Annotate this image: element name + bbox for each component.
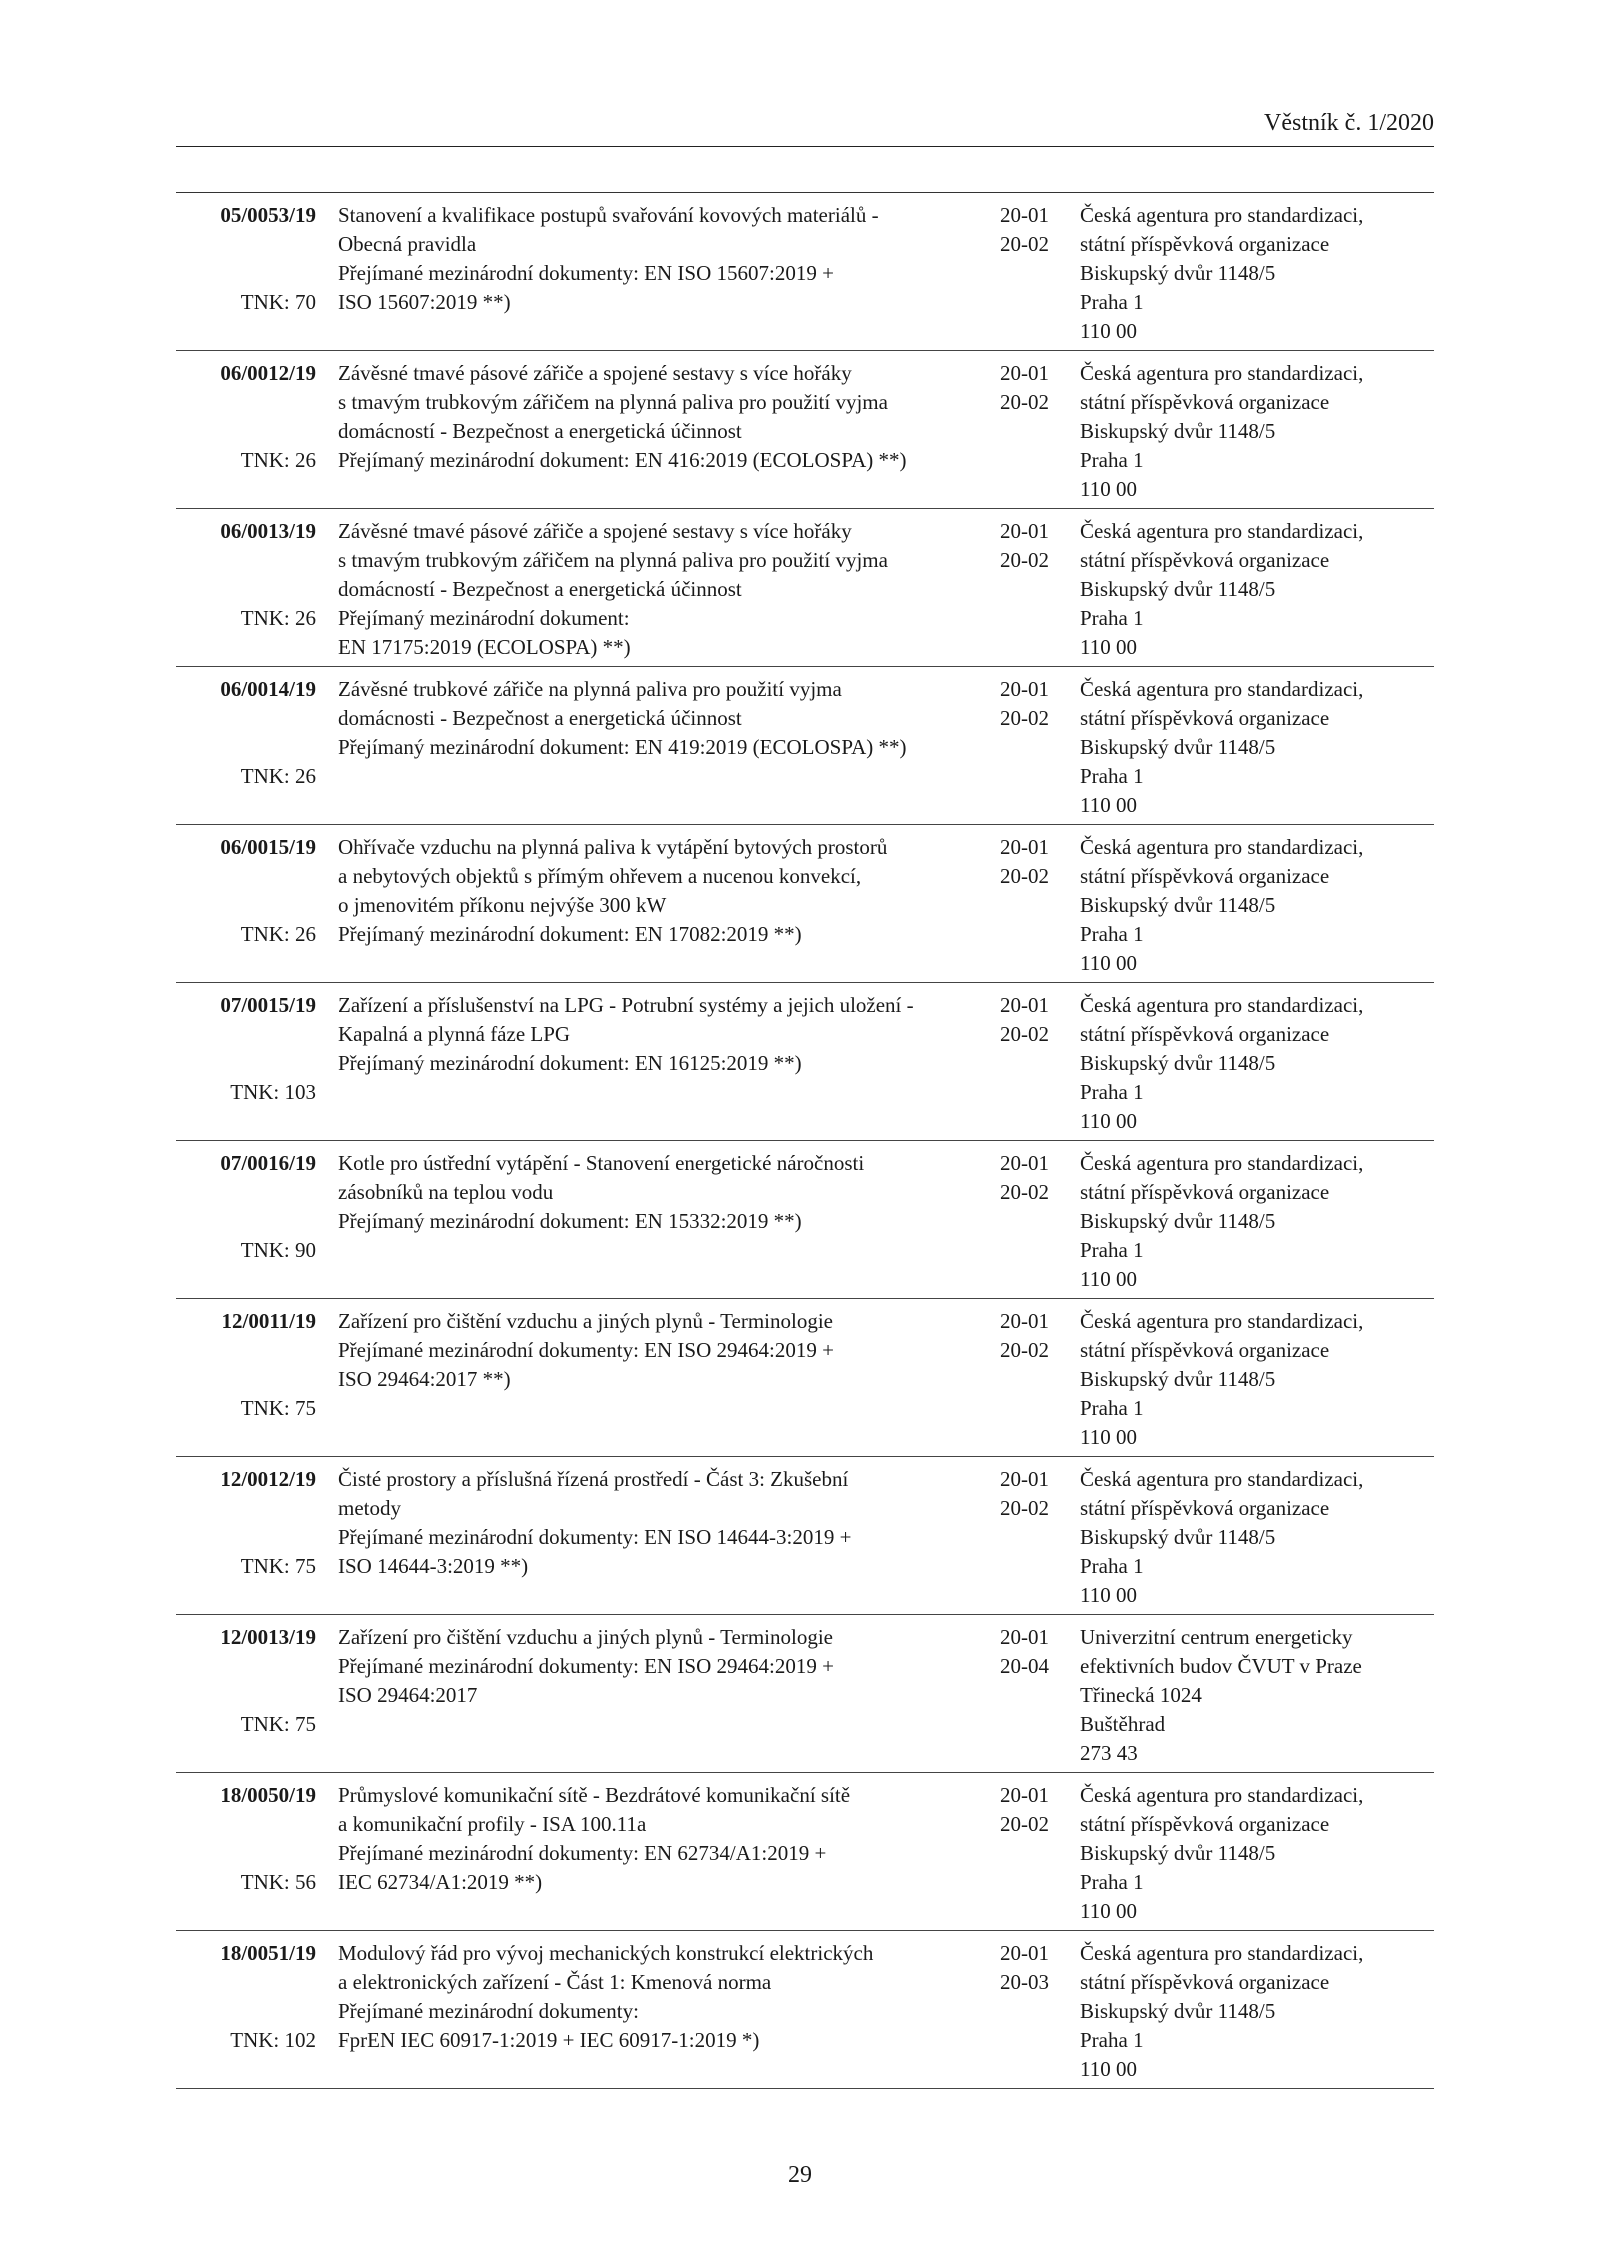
entry-classification: 20-01 xyxy=(1000,993,1049,1017)
table-row xyxy=(176,1615,1434,1773)
entry-title-line: FprEN IEC 60917-1:2019 + IEC 60917-1:2019 *) xyxy=(338,2028,760,2052)
entry-title-line: Přejímaný mezinárodní dokument: EN 17082:2019 **) xyxy=(338,922,802,946)
entry-organization-line: 110 00 xyxy=(1080,319,1137,343)
entry-organization-line: Česká agentura pro standardizaci, xyxy=(1080,361,1364,385)
entry-classification-cell xyxy=(986,833,1070,978)
entry-organization-line: 110 00 xyxy=(1080,1583,1137,1607)
entry-organization-line: Biskupský dvůr 1148/5 xyxy=(1080,419,1276,443)
entry-organization-line: Biskupský dvůr 1148/5 xyxy=(1080,1367,1276,1391)
entry-classification: 20-02 xyxy=(1000,548,1049,572)
entry-organization-line: Praha 1 xyxy=(1080,290,1144,314)
entry-organization-line: 110 00 xyxy=(1080,2057,1137,2081)
entry-tnk: TNK: 26 xyxy=(240,922,316,946)
entry-organization-line: Praha 1 xyxy=(1080,606,1144,630)
entry-code: 07/0016/19 xyxy=(220,1151,316,1175)
entry-title-cell xyxy=(316,517,986,662)
entry-classification-cell xyxy=(986,1939,1070,2084)
entry-title-line: Závěsné tmavé pásové zářiče a spojené sestavy s více hořáky xyxy=(338,361,852,385)
entry-organization-line: státní příspěvková organizace xyxy=(1080,1970,1330,1994)
entry-organization-line: státní příspěvková organizace xyxy=(1080,706,1330,730)
entry-organization-line: Česká agentura pro standardizaci, xyxy=(1080,1783,1364,1807)
entry-title-line: s tmavým trubkovým zářičem na plynná paliva pro použití vyjma xyxy=(338,548,888,572)
entry-classification-cell xyxy=(986,359,1070,504)
entry-organization-line: Česká agentura pro standardizaci, xyxy=(1080,203,1364,227)
entry-classification: 20-01 xyxy=(1000,203,1049,227)
entry-organization-line: státní příspěvková organizace xyxy=(1080,390,1330,414)
entry-title-line: Průmyslové komunikační sítě - Bezdrátové komunikační sítě xyxy=(338,1783,851,1807)
table-row xyxy=(176,351,1434,509)
entry-title-line: a elektronických zařízení - Část 1: Kmenová norma xyxy=(338,1970,772,1994)
entry-organization-cell xyxy=(1070,1149,1434,1294)
standards-table xyxy=(176,192,1434,2089)
entry-organization-line: Biskupský dvůr 1148/5 xyxy=(1080,1209,1276,1233)
entry-organization-line: státní příspěvková organizace xyxy=(1080,1180,1330,1204)
entry-tnk: TNK: 26 xyxy=(240,448,316,472)
entry-title-cell xyxy=(316,1781,986,1926)
entry-organization-line: státní příspěvková organizace xyxy=(1080,232,1330,256)
entry-title-line: Modulový řád pro vývoj mechanických konstrukcí elektrických xyxy=(338,1941,874,1965)
entry-organization-cell xyxy=(1070,1939,1434,2084)
entry-code: 12/0011/19 xyxy=(221,1309,316,1333)
entry-tnk: TNK: 75 xyxy=(240,1396,316,1420)
entry-code-cell xyxy=(176,1307,316,1452)
table-row xyxy=(176,983,1434,1141)
table-row xyxy=(176,193,1434,351)
entry-classification: 20-01 xyxy=(1000,519,1049,543)
entry-code: 06/0013/19 xyxy=(220,519,316,543)
entry-organization-line: Buštěhrad xyxy=(1080,1712,1166,1736)
table-row xyxy=(176,667,1434,825)
entry-tnk: TNK: 26 xyxy=(240,764,316,788)
entry-title-line: EN 17175:2019 (ECOLOSPA) **) xyxy=(338,635,631,659)
entry-title-line: Závěsné tmavé pásové zářiče a spojené sestavy s více hořáky xyxy=(338,519,852,543)
entry-organization-line: Biskupský dvůr 1148/5 xyxy=(1080,1525,1276,1549)
entry-organization-line: Česká agentura pro standardizaci, xyxy=(1080,993,1364,1017)
entry-classification: 20-02 xyxy=(1000,1180,1049,1204)
entry-organization-line: 110 00 xyxy=(1080,793,1137,817)
entry-organization-line: Česká agentura pro standardizaci, xyxy=(1080,1941,1364,1965)
entry-organization-line: Praha 1 xyxy=(1080,1080,1144,1104)
entry-title-line: ISO 14644-3:2019 **) xyxy=(338,1554,529,1578)
entry-title-line: Přejímané mezinárodní dokumenty: EN ISO 29464:2019 + xyxy=(338,1654,834,1678)
entry-organization-line: státní příspěvková organizace xyxy=(1080,1022,1330,1046)
entry-organization-line: 110 00 xyxy=(1080,477,1137,501)
entry-organization-line: státní příspěvková organizace xyxy=(1080,548,1330,572)
entry-code-cell xyxy=(176,359,316,504)
entry-title-line: Kotle pro ústřední vytápění - Stanovení energetické náročnosti xyxy=(338,1151,865,1175)
entry-title-cell xyxy=(316,201,986,346)
entry-title-cell xyxy=(316,675,986,820)
entry-code-cell xyxy=(176,991,316,1136)
entry-title-cell xyxy=(316,833,986,978)
entry-code-cell xyxy=(176,1623,316,1768)
entry-title-line: Kapalná a plynná fáze LPG xyxy=(338,1022,571,1046)
entry-tnk: TNK: 90 xyxy=(240,1238,316,1262)
entry-classification: 20-03 xyxy=(1000,1970,1049,1994)
entry-organization-line: Třinecká 1024 xyxy=(1080,1683,1202,1707)
entry-title-cell xyxy=(316,1465,986,1610)
table-row xyxy=(176,825,1434,983)
entry-title-line: Přejímané mezinárodní dokumenty: EN ISO 29464:2019 + xyxy=(338,1338,834,1362)
entry-title-line: s tmavým trubkovým zářičem na plynná paliva pro použití vyjma xyxy=(338,390,888,414)
entry-organization-line: Praha 1 xyxy=(1080,764,1144,788)
entry-organization-line: 273 43 xyxy=(1080,1741,1138,1765)
entry-title-line: ISO 29464:2017 xyxy=(338,1683,478,1707)
entry-classification: 20-01 xyxy=(1000,1467,1049,1491)
entry-code: 06/0012/19 xyxy=(220,361,316,385)
entry-code: 12/0013/19 xyxy=(220,1625,316,1649)
entry-title-line: metody xyxy=(338,1496,401,1520)
entry-tnk: TNK: 26 xyxy=(240,606,316,630)
entry-title-cell xyxy=(316,1149,986,1294)
entry-title-line: o jmenovitém příkonu nejvýše 300 kW xyxy=(338,893,667,917)
entry-classification: 20-01 xyxy=(1000,835,1049,859)
entry-organization-line: Česká agentura pro standardizaci, xyxy=(1080,677,1364,701)
table-row xyxy=(176,509,1434,667)
entry-classification: 20-02 xyxy=(1000,706,1049,730)
entry-organization-cell xyxy=(1070,1465,1434,1610)
entry-classification-cell xyxy=(986,991,1070,1136)
entry-code-cell xyxy=(176,1149,316,1294)
entry-organization-cell xyxy=(1070,1623,1434,1768)
entry-organization-cell xyxy=(1070,359,1434,504)
entry-classification-cell xyxy=(986,1623,1070,1768)
entry-organization-cell xyxy=(1070,675,1434,820)
entry-code: 18/0050/19 xyxy=(220,1783,316,1807)
entry-organization-line: Česká agentura pro standardizaci, xyxy=(1080,835,1364,859)
entry-code-cell xyxy=(176,833,316,978)
entry-code: 06/0014/19 xyxy=(220,677,316,701)
entry-classification-cell xyxy=(986,201,1070,346)
entry-title-line: domácností - Bezpečnost a energetická účinnost xyxy=(338,577,742,601)
entry-organization-cell xyxy=(1070,201,1434,346)
entry-organization-line: Biskupský dvůr 1148/5 xyxy=(1080,1999,1276,2023)
entry-classification-cell xyxy=(986,1781,1070,1926)
entry-code-cell xyxy=(176,201,316,346)
entry-tnk: TNK: 75 xyxy=(240,1554,316,1578)
bulletin-title: Věstník č. 1/2020 xyxy=(1264,110,1434,136)
table-row xyxy=(176,1299,1434,1457)
entry-organization-line: Biskupský dvůr 1148/5 xyxy=(1080,577,1276,601)
entry-organization-line: 110 00 xyxy=(1080,1109,1137,1133)
entry-classification-cell xyxy=(986,1465,1070,1610)
entry-title-line: Obecná pravidla xyxy=(338,232,477,256)
page-header xyxy=(176,108,1434,147)
entry-title-line: Přejímaný mezinárodní dokument: EN 416:2019 (ECOLOSPA) **) xyxy=(338,448,907,472)
entry-classification-cell xyxy=(986,675,1070,820)
entry-tnk: TNK: 75 xyxy=(240,1712,316,1736)
entry-title-line: Zařízení pro čištění vzduchu a jiných plynů - Terminologie xyxy=(338,1309,833,1333)
entry-tnk: TNK: 102 xyxy=(230,2028,316,2052)
entry-classification: 20-01 xyxy=(1000,1151,1049,1175)
entry-title-cell xyxy=(316,1307,986,1452)
entry-code-cell xyxy=(176,1465,316,1610)
entry-title-line: IEC 62734/A1:2019 **) xyxy=(338,1870,543,1894)
entry-title-line: a nebytových objektů s přímým ohřevem a nucenou konvekcí, xyxy=(338,864,862,888)
entry-title-line: Přejímané mezinárodní dokumenty: xyxy=(338,1999,639,2023)
entry-code-cell xyxy=(176,675,316,820)
table-row xyxy=(176,1141,1434,1299)
entry-organization-line: Česká agentura pro standardizaci, xyxy=(1080,1467,1364,1491)
entry-title-line: Přejímaný mezinárodní dokument: EN 419:2019 (ECOLOSPA) **) xyxy=(338,735,907,759)
entry-classification: 20-02 xyxy=(1000,1496,1049,1520)
entry-classification: 20-01 xyxy=(1000,361,1049,385)
entry-title-line: Čisté prostory a příslušná řízená prostředí - Část 3: Zkušební xyxy=(338,1467,849,1491)
entry-organization-line: Praha 1 xyxy=(1080,1238,1144,1262)
entry-title-line: zásobníků na teplou vodu xyxy=(338,1180,554,1204)
entry-classification-cell xyxy=(986,1149,1070,1294)
entry-organization-line: 110 00 xyxy=(1080,951,1137,975)
entry-tnk: TNK: 70 xyxy=(240,290,316,314)
entry-classification: 20-02 xyxy=(1000,1338,1049,1362)
entry-code: 18/0051/19 xyxy=(220,1941,316,1965)
entry-title-line: ISO 15607:2019 **) xyxy=(338,290,511,314)
entry-classification: 20-01 xyxy=(1000,677,1049,701)
table-row xyxy=(176,1931,1434,2089)
entry-classification: 20-01 xyxy=(1000,1783,1049,1807)
table-row xyxy=(176,1773,1434,1931)
entry-organization-line: Praha 1 xyxy=(1080,448,1144,472)
entry-code: 06/0015/19 xyxy=(220,835,316,859)
entry-code-cell xyxy=(176,517,316,662)
entry-organization-line: Biskupský dvůr 1148/5 xyxy=(1080,735,1276,759)
entry-tnk: TNK: 103 xyxy=(230,1080,316,1104)
entry-organization-line: Biskupský dvůr 1148/5 xyxy=(1080,261,1276,285)
entry-title-cell xyxy=(316,991,986,1136)
entry-code-cell xyxy=(176,1781,316,1926)
entry-title-cell xyxy=(316,1939,986,2084)
entry-classification: 20-02 xyxy=(1000,232,1049,256)
entry-code: 07/0015/19 xyxy=(220,993,316,1017)
entry-organization-cell xyxy=(1070,833,1434,978)
entry-organization-line: Biskupský dvůr 1148/5 xyxy=(1080,893,1276,917)
entry-title-line: Přejímaný mezinárodní dokument: xyxy=(338,606,630,630)
entry-organization-line: státní příspěvková organizace xyxy=(1080,1338,1330,1362)
entry-organization-cell xyxy=(1070,1781,1434,1926)
entry-organization-line: státní příspěvková organizace xyxy=(1080,864,1330,888)
entry-organization-line: Praha 1 xyxy=(1080,1396,1144,1420)
entry-title-line: a komunikační profily - ISA 100.11a xyxy=(338,1812,647,1836)
entry-classification-cell xyxy=(986,517,1070,662)
entry-organization-line: Univerzitní centrum energeticky xyxy=(1080,1625,1353,1649)
entry-title-line: Přejímaný mezinárodní dokument: EN 15332:2019 **) xyxy=(338,1209,802,1233)
entry-title-line: Závěsné trubkové zářiče na plynná paliva pro použití vyjma xyxy=(338,677,842,701)
entry-title-line: Přejímané mezinárodní dokumenty: EN 62734/A1:2019 + xyxy=(338,1841,827,1865)
entry-title-line: Přejímané mezinárodní dokumenty: EN ISO 14644-3:2019 + xyxy=(338,1525,852,1549)
entry-organization-line: 110 00 xyxy=(1080,1899,1137,1923)
entry-organization-line: efektivních budov ČVUT v Praze xyxy=(1080,1654,1362,1678)
entry-title-cell xyxy=(316,359,986,504)
entry-title-cell xyxy=(316,1623,986,1768)
entry-organization-line: Praha 1 xyxy=(1080,2028,1144,2052)
entry-classification: 20-02 xyxy=(1000,864,1049,888)
entry-organization-line: Biskupský dvůr 1148/5 xyxy=(1080,1051,1276,1075)
entry-classification: 20-01 xyxy=(1000,1625,1049,1649)
entry-classification-cell xyxy=(986,1307,1070,1452)
entry-code: 05/0053/19 xyxy=(220,203,316,227)
entry-code: 12/0012/19 xyxy=(220,1467,316,1491)
entry-title-line: Ohřívače vzduchu na plynná paliva k vytápění bytových prostorů xyxy=(338,835,888,859)
entry-tnk: TNK: 56 xyxy=(240,1870,316,1894)
table-row xyxy=(176,1457,1434,1615)
entry-organization-line: Praha 1 xyxy=(1080,1554,1144,1578)
entry-title-line: Přejímaný mezinárodní dokument: EN 16125:2019 **) xyxy=(338,1051,802,1075)
entry-organization-line: Česká agentura pro standardizaci, xyxy=(1080,1151,1364,1175)
page-number: 29 xyxy=(788,2162,812,2188)
entry-classification: 20-01 xyxy=(1000,1941,1049,1965)
entry-code-cell xyxy=(176,1939,316,2084)
entry-organization-line: Praha 1 xyxy=(1080,1870,1144,1894)
entry-organization-line: 110 00 xyxy=(1080,635,1137,659)
entry-title-line: Přejímané mezinárodní dokumenty: EN ISO 15607:2019 + xyxy=(338,261,834,285)
entry-title-line: Zařízení a příslušenství na LPG - Potrubní systémy a jejich uložení - xyxy=(338,993,914,1017)
entry-organization-line: Česká agentura pro standardizaci, xyxy=(1080,1309,1364,1333)
entry-classification: 20-02 xyxy=(1000,1812,1049,1836)
entry-organization-line: státní příspěvková organizace xyxy=(1080,1812,1330,1836)
entry-title-line: Stanovení a kvalifikace postupů svařování kovových materiálů - xyxy=(338,203,879,227)
entry-title-line: domácnosti - Bezpečnost a energetická účinnost xyxy=(338,706,742,730)
entry-organization-line: Praha 1 xyxy=(1080,922,1144,946)
entry-classification: 20-04 xyxy=(1000,1654,1049,1678)
entry-title-line: domácností - Bezpečnost a energetická účinnost xyxy=(338,419,742,443)
entry-organization-line: státní příspěvková organizace xyxy=(1080,1496,1330,1520)
entry-organization-line: 110 00 xyxy=(1080,1425,1137,1449)
entry-organization-line: 110 00 xyxy=(1080,1267,1137,1291)
entry-title-line: ISO 29464:2017 **) xyxy=(338,1367,511,1391)
entry-title-line: Zařízení pro čištění vzduchu a jiných plynů - Terminologie xyxy=(338,1625,833,1649)
entry-classification: 20-02 xyxy=(1000,390,1049,414)
entry-organization-cell xyxy=(1070,1307,1434,1452)
entry-organization-cell xyxy=(1070,991,1434,1136)
entry-classification: 20-02 xyxy=(1000,1022,1049,1046)
entry-organization-line: Česká agentura pro standardizaci, xyxy=(1080,519,1364,543)
entry-classification: 20-01 xyxy=(1000,1309,1049,1333)
entry-organization-cell xyxy=(1070,517,1434,662)
entry-organization-line: Biskupský dvůr 1148/5 xyxy=(1080,1841,1276,1865)
